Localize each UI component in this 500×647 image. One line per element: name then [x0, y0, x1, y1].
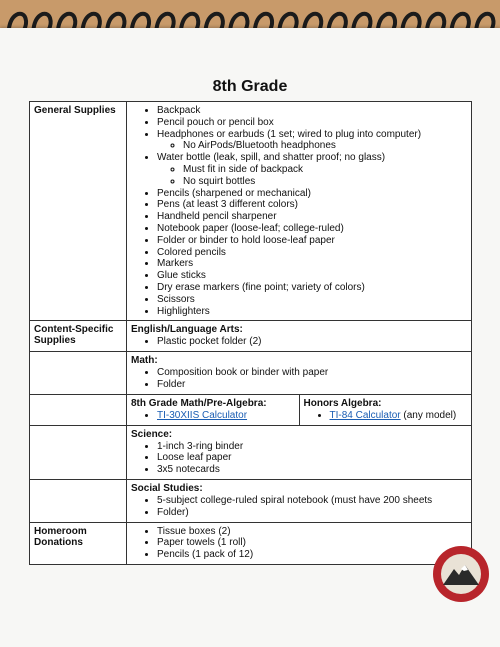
list-item-text: Notebook paper (loose-leaf; college-ruled): [157, 222, 344, 234]
school-logo: [432, 545, 490, 603]
general-supplies-cell: [127, 102, 472, 321]
list-item: [157, 258, 467, 270]
list-item-text: Markers: [157, 258, 194, 270]
list-item-text: Pencils (sharpened or mechanical): [157, 187, 311, 199]
social-studies-row: [30, 479, 472, 522]
list-item: [157, 199, 467, 211]
homeroom-row: [30, 522, 472, 564]
math-heading: Math:: [131, 355, 158, 367]
math-cell: [127, 352, 472, 395]
calculator-cell: [127, 394, 472, 425]
science-cell: [127, 425, 472, 479]
list-item: [157, 306, 467, 318]
list-item: [330, 410, 468, 422]
sub-list-item: ◦ Must fit in side of backpack: [183, 164, 467, 176]
list-item: • Loose leaf paper: [157, 452, 467, 464]
list-item: [157, 188, 467, 200]
honors-section: [300, 398, 468, 422]
list-item: • Tissue boxes (2): [157, 526, 467, 538]
calculator-note: (any model): [400, 409, 457, 421]
ela-heading: English/Language Arts:: [131, 324, 243, 336]
list-item: [157, 117, 467, 129]
list-item: [157, 235, 467, 247]
list-item: [157, 270, 467, 282]
empty-cell: [30, 394, 127, 425]
list-item: [157, 223, 467, 235]
sub-list-item: ◦ No AirPods/Bluetooth headphones: [183, 140, 467, 152]
list-item-text: Glue sticks: [157, 270, 206, 282]
list-item: [157, 294, 467, 306]
list-item: [157, 105, 467, 117]
list-item-text: Backpack: [157, 105, 201, 116]
ela-row: [30, 321, 472, 352]
list-item: • Folder: [157, 379, 467, 391]
general-supplies-row: [30, 102, 472, 321]
list-item-text: Pens (at least 3 different colors): [157, 199, 298, 211]
list-item-text: Water bottle (leak, spill, and shatter proof; no glass): [157, 152, 386, 164]
category-label: Content-Specific Supplies: [30, 321, 127, 352]
list-item: • Paper towels (1 roll): [157, 537, 467, 549]
list-item: • 5-subject college-ruled spiral notebook (must have 200 sheets: [157, 495, 467, 507]
list-item-text: Dry erase markers (fine point; variety of colors): [157, 281, 365, 293]
supply-table: [29, 101, 472, 565]
honors-heading: Honors Algebra:: [303, 397, 382, 409]
list-item: • Folder): [157, 507, 467, 519]
list-item: [157, 211, 467, 223]
ela-cell: [127, 321, 472, 352]
list-item-text: Folder or binder to hold loose-leaf paper: [157, 234, 335, 246]
list-item: [157, 247, 467, 259]
list-item: [157, 152, 467, 187]
list-item-text: Highlighters: [157, 305, 210, 317]
social-studies-cell: [127, 479, 472, 522]
homeroom-cell: [127, 522, 472, 564]
math-row: [30, 352, 472, 395]
list-item: [157, 410, 295, 422]
empty-cell: [30, 479, 127, 522]
calculator-row: [30, 394, 472, 425]
list-item-text: Headphones or earbuds (1 set; wired to plug into computer): [157, 128, 422, 140]
list-item: • 1-inch 3-ring binder: [157, 441, 467, 453]
category-label: Homeroom Donations: [30, 522, 127, 564]
category-label: General Supplies: [30, 102, 127, 321]
list-item: [157, 282, 467, 294]
list-item-text: Scissors: [157, 293, 195, 305]
prealgebra-section: [127, 395, 300, 425]
list-item-text: Colored pencils: [157, 246, 226, 258]
general-supplies-list: [131, 105, 467, 317]
list-item-text: Handheld pencil sharpener: [157, 211, 277, 223]
ti84-calculator-link[interactable]: TI-84 Calculator: [329, 409, 401, 421]
social-studies-heading: Social Studies:: [131, 482, 203, 494]
list-item: • Composition book or binder with paper: [157, 367, 467, 379]
page-title: 8th Grade: [212, 78, 288, 95]
list-item: • Plastic pocket folder (2): [157, 336, 467, 348]
list-item: • 3x5 notecards: [157, 464, 467, 476]
science-row: [30, 425, 472, 479]
list-item: • Pencils (1 pack of 12): [157, 549, 467, 561]
list-item: [157, 129, 467, 153]
empty-cell: [30, 352, 127, 395]
sub-list-item: ◦ No squirt bottles: [183, 176, 467, 188]
ti30-calculator-link[interactable]: TI-30XIIS Calculator: [157, 409, 248, 421]
prealgebra-heading: 8th Grade Math/Pre-Algebra:: [131, 397, 267, 409]
science-heading: Science:: [131, 428, 173, 440]
empty-cell: [30, 425, 127, 479]
list-item-text: Pencil pouch or pencil box: [157, 116, 274, 128]
